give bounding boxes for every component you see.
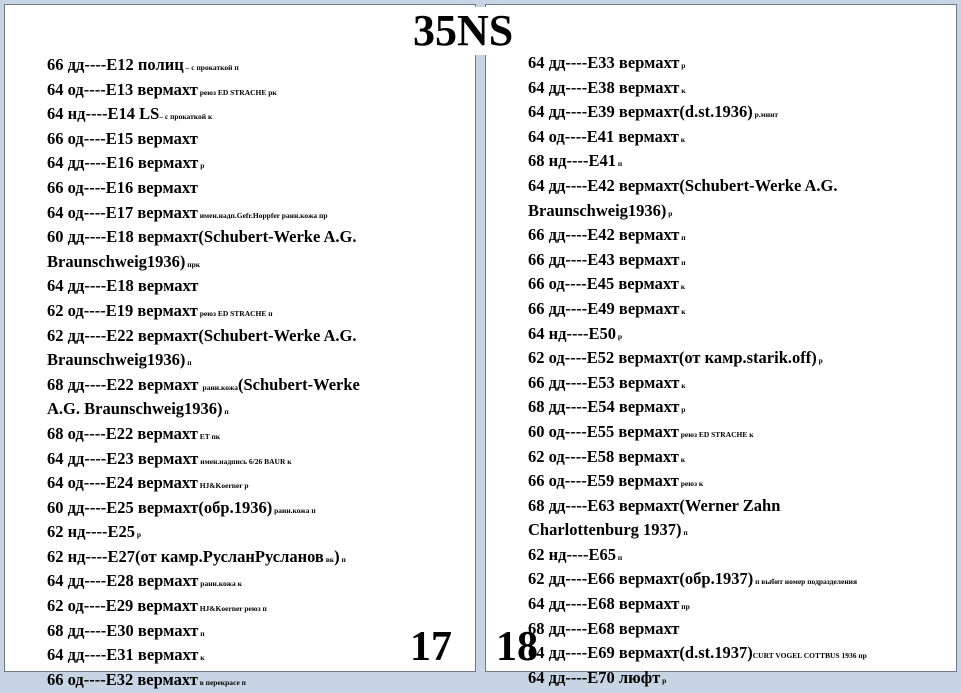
entry-note: HJ&Koerner р	[197, 481, 249, 491]
entry-line	[47, 423, 475, 448]
entry-note: п	[679, 257, 686, 267]
entry-main-text: 62 нд----E27(от камр.РусланРусланов	[47, 546, 324, 566]
entry-note: пр	[679, 602, 690, 612]
entry-main-text: 64 од----E13 вермахт	[47, 79, 198, 99]
entry-line	[47, 54, 475, 79]
entry-note: ранн.кожа п	[272, 505, 316, 515]
entry-tail-text: )	[334, 546, 340, 566]
entry-note: п	[198, 628, 205, 638]
right-page	[485, 4, 957, 687]
entry-line	[528, 421, 956, 446]
entry-main-text: 66 од----E32 вермахт	[47, 669, 198, 689]
entry-main-text: A.G. Braunschweig1936)	[47, 399, 223, 419]
entry-line	[47, 546, 475, 571]
entry-note: – с прокаткой п	[183, 63, 239, 72]
entry-main-text: 60 дд----E18 вермахт(Schubert-Werke A.G.	[47, 227, 357, 247]
entry-line	[47, 521, 475, 546]
entry-note: реюз ED STRACHE к	[678, 429, 754, 439]
entry-main-text: 64 нд----E14 LS	[47, 104, 160, 124]
entry-line	[47, 300, 475, 325]
entry-line	[528, 52, 956, 77]
entry-line	[528, 396, 956, 421]
entry-note: п выбит номер подразделения	[753, 577, 858, 587]
entry-main-text: 64 дд----E28 вермахт	[47, 571, 199, 591]
entry-line	[528, 77, 956, 102]
entry-note: р.минт	[752, 110, 779, 120]
entry-note: – с прокаткой к	[159, 112, 213, 122]
entry-line	[528, 618, 956, 643]
entry-main-text: 64 од----E41 вермахт	[528, 126, 679, 146]
entry-main-text: 68 дд----E54 вермахт	[528, 397, 680, 417]
entry-line	[528, 273, 956, 298]
entry-main-text: 66 од----E45 вермахт	[528, 274, 679, 294]
entry-main-text: 66 од----E16 вермахт	[47, 177, 198, 197]
entry-note: вк	[323, 554, 335, 564]
entry-note: р	[679, 405, 686, 415]
entry-line	[528, 642, 956, 667]
entry-note: п	[679, 233, 686, 243]
entry-main-text: 64 дд----E23 вермахт	[47, 448, 199, 468]
entry-note: к	[678, 134, 686, 144]
entry-main-text: 64 дд----E70 люфт	[528, 667, 661, 687]
entry-note: реюз к	[678, 479, 704, 489]
entry-line	[47, 202, 475, 227]
entry-line	[47, 570, 475, 595]
entry-note: к	[679, 306, 686, 316]
entry-line	[528, 667, 956, 692]
entry-line	[528, 495, 956, 520]
entry-main-text: 64 дд----E38 вермахт	[528, 77, 680, 97]
entry-main-text: 68 нд----E41	[528, 151, 616, 171]
entry-main-text: 64 од----E24 вермахт	[47, 473, 198, 493]
entry-main-text: Braunschweig1936)	[47, 350, 186, 370]
entry-line	[47, 595, 475, 620]
entry-main-text: 66 дд----E53 вермахт	[528, 372, 680, 392]
entry-line	[528, 568, 956, 593]
entry-note: п	[615, 159, 623, 169]
entry-main-text: 64 дд----E69 вермахт(d.st.1937)	[528, 643, 753, 663]
document-title: 35NS	[410, 7, 516, 55]
left-entry-list	[5, 54, 475, 693]
entry-line	[528, 372, 956, 397]
entry-main-text: 64 дд----E31 вермахт	[47, 645, 199, 665]
entry-main-text: Braunschweig1936)	[528, 200, 667, 220]
entry-line	[528, 249, 956, 274]
left-page-number: 17	[410, 624, 452, 670]
entry-main-text: Braunschweig1936)	[47, 251, 186, 271]
entry-line	[528, 298, 956, 323]
entry-main-text: 66 дд----E12 полиц	[47, 55, 184, 74]
entry-main-text: 66 дд----E49 вермахт	[528, 298, 680, 318]
entry-line	[47, 374, 475, 399]
entry-line	[47, 79, 475, 104]
entry-note: реюз ED STRACHE п	[197, 308, 273, 318]
entry-main-text: 60 од----E55 вермахт	[528, 421, 679, 441]
entry-line	[47, 275, 475, 300]
entry-note: р	[679, 61, 686, 70]
entry-main-text: 68 дд----E22 вермахт	[47, 374, 203, 394]
entry-note: р	[816, 356, 823, 366]
entry-main-text: 68 од----E22 вермахт	[47, 423, 198, 443]
entry-note: имен.надпись 6/26 BAUR к	[198, 456, 292, 466]
entry-main-text: 64 дд----E68 вермахт	[528, 594, 680, 614]
entry-note: в перекрасе п	[197, 677, 246, 687]
entry-note: к	[678, 454, 686, 464]
entry-main-text: 66 од----E15 вермахт	[47, 128, 198, 148]
entry-main-text: 64 од----E17 вермахт	[47, 202, 198, 222]
entry-note: п	[185, 358, 192, 368]
entry-note: к	[679, 85, 686, 95]
entry-main-text: 66 дд----E43 вермахт	[528, 249, 680, 269]
entry-main-text: 66 од----E59 вермахт	[528, 471, 679, 491]
entry-note: п	[615, 552, 623, 562]
entry-line	[528, 593, 956, 618]
entry-note: ранн.кожа	[202, 382, 238, 392]
entry-line	[528, 470, 956, 495]
entry-line	[47, 448, 475, 473]
entry-main-text: 62 нд----E65	[528, 544, 616, 564]
entry-note: прк	[185, 259, 201, 269]
entry-note: п	[681, 528, 688, 538]
entry-note: ранн.кожа к	[198, 579, 242, 589]
entry-main-text: 62 дд----E66 вермахт(обр.1937)	[528, 569, 754, 589]
entry-note: реюз ED STRACHE рк	[197, 87, 277, 97]
entry-note: к	[679, 380, 686, 390]
entry-main-text: 62 од----E29 вермахт	[47, 596, 198, 616]
entry-note: п	[222, 407, 229, 417]
entry-note: р	[615, 331, 623, 341]
entry-line	[47, 669, 475, 693]
entry-line	[47, 226, 475, 251]
entry-line	[47, 103, 475, 128]
entry-line	[47, 497, 475, 522]
entry-main-text: 64 дд----E16 вермахт	[47, 153, 199, 173]
entry-line	[528, 347, 956, 372]
entry-main-text: Charlottenburg 1937)	[528, 520, 682, 540]
entry-line	[528, 224, 956, 249]
entry-main-text: 68 дд----E63 вермахт(Werner Zahn	[528, 495, 781, 515]
entry-line	[528, 126, 956, 151]
entry-main-text: 60 дд----E25 вермахт(обр.1936)	[47, 497, 273, 517]
entry-line	[47, 349, 475, 374]
entry-main-text: 68 дд----E68 вермахт	[528, 618, 680, 638]
entry-main-text: 66 дд----E42 вермахт	[528, 225, 680, 245]
entry-line	[528, 175, 956, 200]
entry-main-text: 62 од----E58 вермахт	[528, 446, 679, 466]
entry-line	[528, 544, 956, 569]
entry-line	[47, 128, 475, 153]
entry-line	[47, 152, 475, 177]
entry-tail-text: (Schubert-Werke	[237, 374, 360, 394]
entry-main-text: 64 дд----E39 вермахт(d.st.1936)	[528, 102, 753, 122]
entry-note: HJ&Koerner реюз п	[197, 604, 267, 614]
entry-line	[47, 325, 475, 350]
entry-line	[528, 150, 956, 175]
entry-note: р	[660, 675, 667, 685]
entry-line	[47, 472, 475, 497]
entry-line	[528, 446, 956, 471]
entry-note: р	[134, 530, 142, 540]
entry-line	[528, 101, 956, 126]
entry-main-text: 64 дд----E33 вермахт	[528, 53, 680, 72]
right-entry-list	[486, 52, 956, 691]
entry-note: ET пк	[197, 431, 221, 441]
entry-main-text: 62 од----E52 вермахт(от камр.starik.off)	[528, 348, 817, 368]
entry-main-text: 64 дд----E18 вермахт	[47, 276, 199, 296]
entry-note: к	[198, 653, 205, 663]
entry-note: к	[678, 282, 686, 292]
entry-note: имен.надп.Gefr.Hoppfer ранн.кожа пр	[197, 210, 328, 220]
entry-note: р	[198, 161, 205, 171]
entry-line	[528, 200, 956, 225]
entry-main-text: 68 дд----E30 вермахт	[47, 620, 199, 640]
entry-line	[47, 398, 475, 423]
entry-main-text: 62 од----E19 вермахт	[47, 300, 198, 320]
entry-note: CURT VOGEL COTTBUS 1936 пр	[752, 651, 867, 661]
entry-main-text: 64 нд----E50	[528, 323, 616, 343]
entry-line	[47, 177, 475, 202]
entry-line	[528, 323, 956, 348]
entry-main-text: 64 дд----E42 вермахт(Schubert-Werke A.G.	[528, 175, 838, 195]
entry-note: р	[666, 208, 673, 218]
right-page-number: 18	[496, 624, 538, 670]
entry-line	[528, 519, 956, 544]
entry-main-text: 62 дд----E22 вермахт(Schubert-Werke A.G.	[47, 325, 357, 345]
entry-note: п	[339, 554, 346, 564]
entry-line	[47, 251, 475, 276]
left-page	[4, 4, 476, 689]
entry-main-text: 62 нд----E25	[47, 522, 135, 542]
